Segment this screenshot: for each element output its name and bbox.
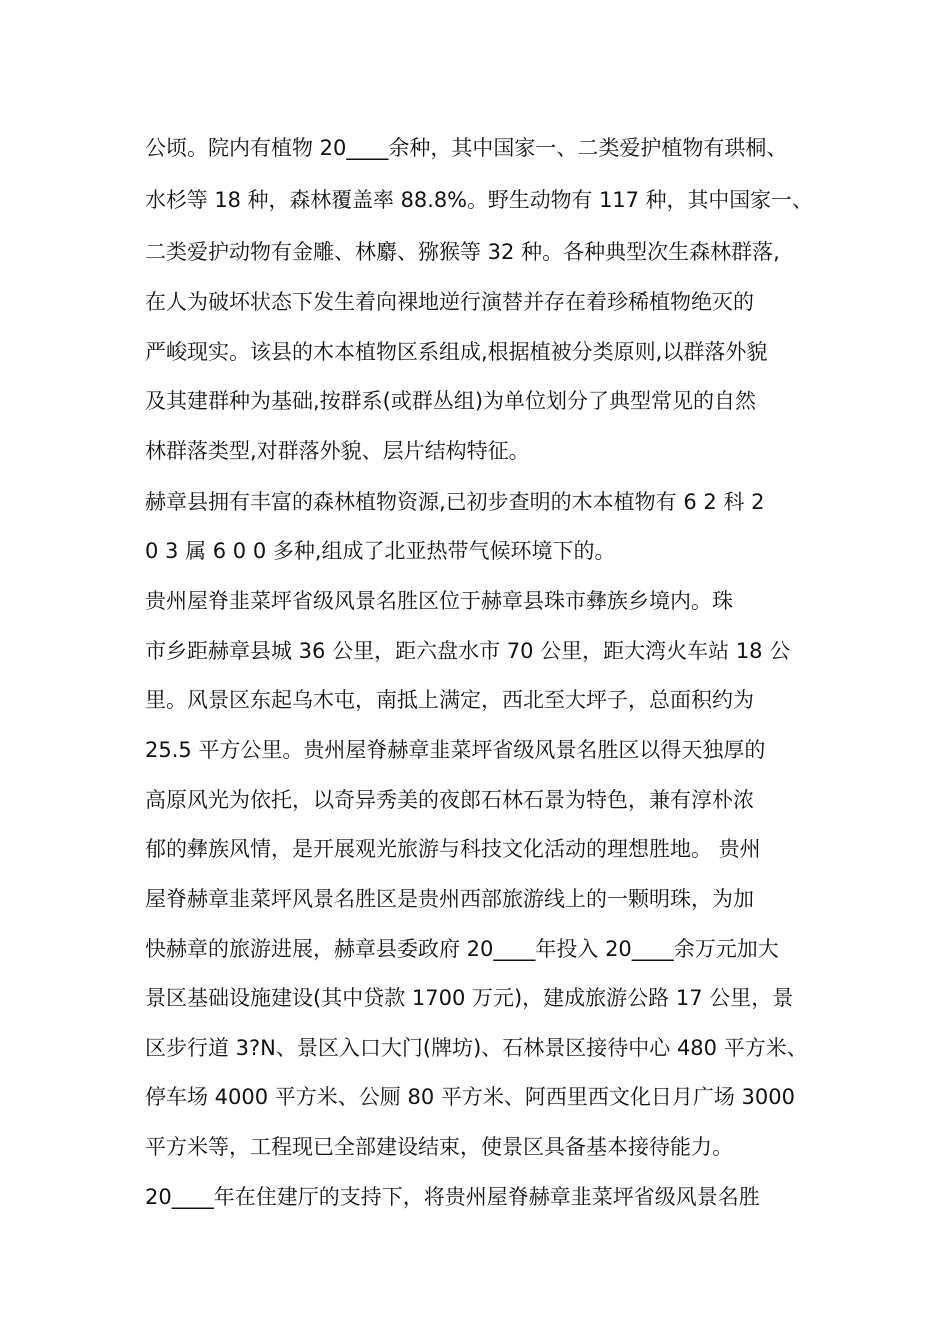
paragraph-2-line-2: 0 3 属 6 0 0 多种,组成了北亚热带气候环境下的。 <box>145 539 616 563</box>
paragraph-1-line-5: 严峻现实。该县的木本植物区系组成,根据植被分类原则,以群落外貌 <box>145 340 768 364</box>
paragraph-2-line-1: 赫章县拥有丰富的森林植物资源,已初步查明的木本植物有 6 2 科 2 <box>145 490 765 514</box>
paragraph-3-line-8: 快赫章的旅游进展，赫章县委政府 20____年投入 20____余万元加大 <box>145 937 779 961</box>
paragraph-3-line-4: 25.5 平方公里。贵州屋脊赫章韭菜坪省级风景名胜区以得天独厚的 <box>145 738 766 762</box>
paragraph-3-line-5: 高原风光为依托，以奇异秀美的夜郎石林石景为特色，兼有淳朴浓 <box>145 788 754 812</box>
paragraph-3-line-13: 20____年在住建厅的支持下，将贵州屋脊赫章韭菜坪省级风景名胜 <box>145 1185 760 1209</box>
paragraph-3-line-6: 郁的彝族风情，是开展观光旅游与科技文化活动的理想胜地。 贵州 <box>145 837 761 861</box>
paragraph-1-line-3: 二类爱护动物有金雕、林麝、猕猴等 32 种。各种典型次生森林群落, <box>145 240 780 264</box>
paragraph-3-line-1: 贵州屋脊韭菜坪省级风景名胜区位于赫章县珠市彝族乡境内。珠 <box>145 589 733 613</box>
paragraph-3-line-7: 屋脊赫章韭菜坪风景名胜区是贵州西部旅游线上的一颗明珠，为加 <box>145 887 754 911</box>
paragraph-3-line-11: 停车场 4000 平方米、公厕 80 平方米、阿西里西文化日月广场 3000 <box>145 1085 795 1109</box>
paragraph-1-line-7: 林群落类型,对群落外貌、层片结构特征。 <box>145 439 530 463</box>
paragraph-3-line-10: 区步行道 3?N、景区入口大门(牌坊)、石林景区接待中心 480 平方米、 <box>145 1036 808 1060</box>
paragraph-3-line-2: 市乡距赫章县城 36 公里，距六盘水市 70 公里，距大湾火车站 18 公 <box>145 639 791 663</box>
paragraph-1-line-1: 公顷。院内有植物 20____余种，其中国家一、二类爱护植物有珙桐、 <box>145 136 788 160</box>
paragraph-1-line-6: 及其建群种为基础,按群系(或群丛组)为单位划分了典型常见的自然 <box>145 389 757 413</box>
paragraph-1-line-4: 在人为破坏状态下发生着向裸地逆行演替并存在着珍稀植物绝灭的 <box>145 290 754 314</box>
paragraph-3-line-12: 平方米等，工程现已全部建设结束，使景区具备基本接待能力。 <box>145 1135 733 1159</box>
paragraph-1-line-2: 水杉等 18 种，森林覆盖率 88.8%。野生动物有 117 种，其中国家一、 <box>145 188 813 212</box>
paragraph-3-line-9: 景区基础设施建设(其中贷款 1700 万元)，建成旅游公路 17 公里，景 <box>145 986 794 1010</box>
paragraph-3-line-3: 里。风景区东起乌木屯，南抵上满定，西北至大坪子，总面积约为 <box>145 688 754 712</box>
